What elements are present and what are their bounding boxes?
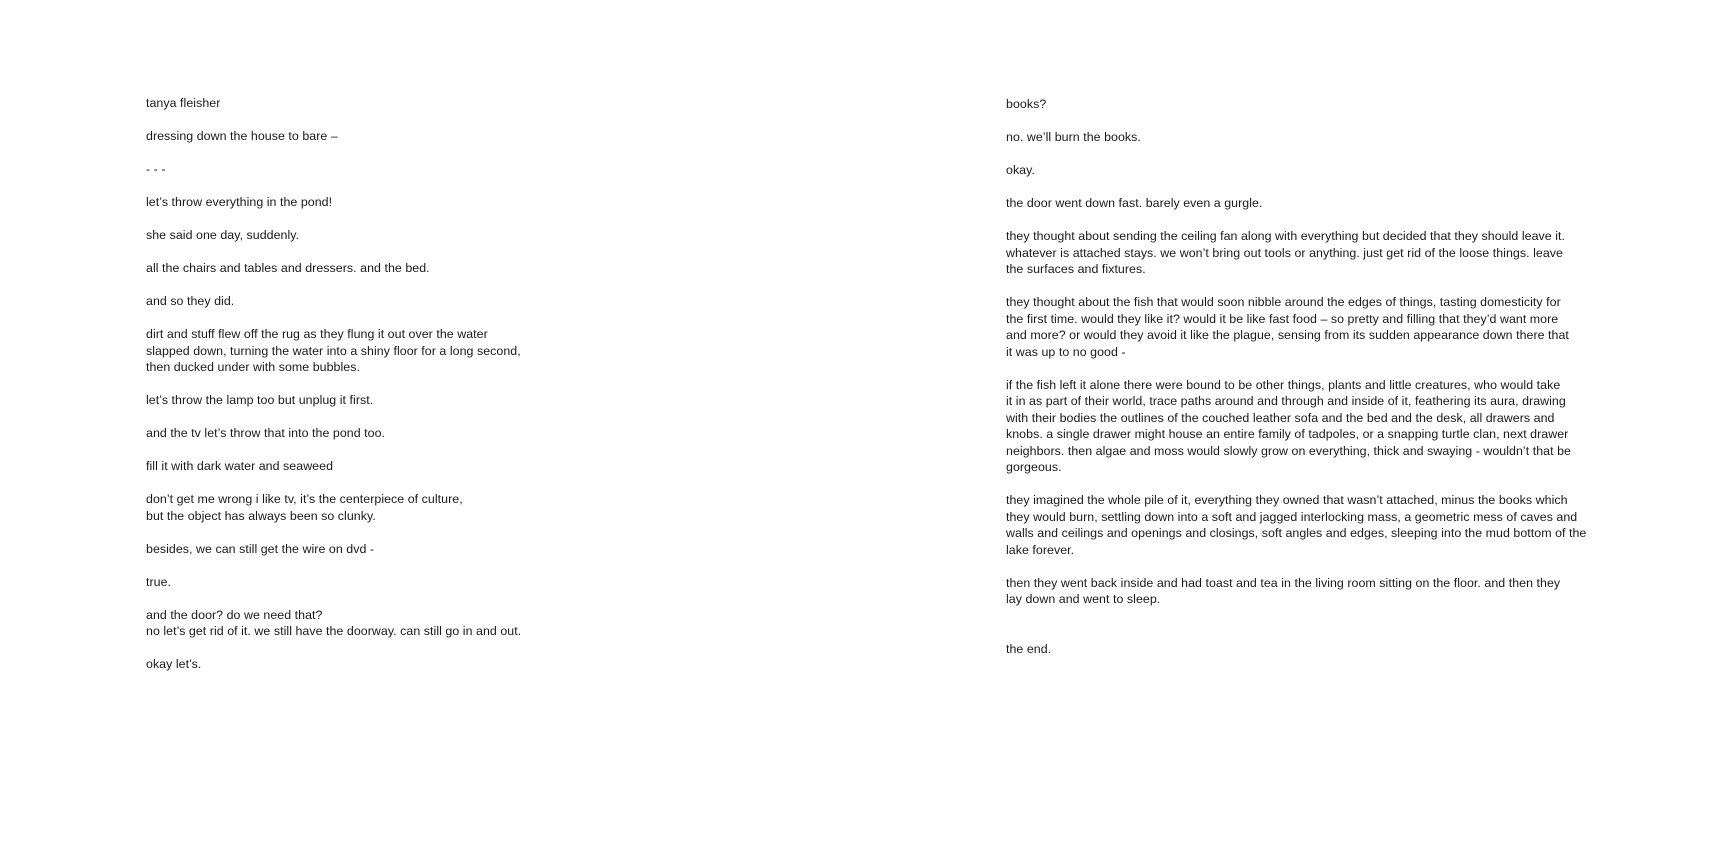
paragraph-line: gorgeous. <box>1006 460 1062 474</box>
right-page <box>857 0 1715 857</box>
left-page <box>0 0 857 857</box>
paragraph <box>1006 294 1586 360</box>
paragraph-line: neighbors. then algae and moss would slowly grow on everything, thick and swaying - wouldn’t that be <box>1006 443 1571 458</box>
paragraph <box>1006 575 1586 608</box>
paragraph-line: dirt and stuff flew off the rug as they flung it out over the water <box>146 327 488 341</box>
paragraph-line: they thought about the fish that would soon nibble around the edges of things, tasting domesticity for <box>1006 295 1561 309</box>
paragraph-line: if the fish left it alone there were bound to be other things, plants and little creatures, who would take <box>1006 377 1561 392</box>
right-text-column <box>1006 96 1586 674</box>
paragraph <box>146 326 546 376</box>
paragraph: and the tv let’s throw that into the pond too. <box>146 426 386 440</box>
paragraph-line: with their bodies the outlines of the couched leather sofa and the bed and the desk, all drawers and <box>1006 410 1555 425</box>
paragraph-line: whatever is attached stays. we won’t bring out tools or anything. just get rid of the loose things. leave <box>1006 245 1563 260</box>
left-text-column <box>146 95 546 689</box>
paragraph: okay. <box>1006 163 1035 177</box>
paragraph: besides, we can still get the wire on dvd - <box>146 541 375 556</box>
paragraph: the door went down fast. barely even a gurgle. <box>1006 196 1263 210</box>
paragraph-line: then ducked under with some bubbles. <box>146 360 360 374</box>
paragraph: fill it with dark water and seaweed <box>146 459 334 473</box>
paragraph-line: they imagined the whole pile of it, everything they owned that wasn’t attached, minus the books which <box>1006 493 1568 507</box>
paragraph-line: the first time. would they like it? would it be like fast food – so pretty and filling that they’d want more <box>1006 311 1559 326</box>
section-separator: - - - <box>146 162 166 176</box>
paragraph: okay let’s. <box>146 657 202 671</box>
paragraph-line: but the object has always been so clunky. <box>146 508 376 523</box>
paragraph: she said one day, suddenly. <box>146 228 300 242</box>
paragraph: let’s throw the lamp too but unplug it first. <box>146 393 374 407</box>
paragraph-line: and the door? do we need that? <box>146 607 323 622</box>
paragraph-line: walls and ceilings and openings and closings, soft angles and edges, sleeping into the mud bottom of the <box>1006 526 1587 540</box>
paragraph: let’s throw everything in the pond! <box>146 195 333 209</box>
paragraph <box>146 607 546 640</box>
paragraph: and so they did. <box>146 294 235 308</box>
paragraph-line: don’t get me wrong i like tv, it’s the centerpiece of culture, <box>146 492 463 506</box>
paragraph: all the chairs and tables and dressers. and the bed. <box>146 261 430 275</box>
blank-space <box>1006 624 1586 641</box>
paragraph <box>146 491 546 524</box>
paragraph-line: no let’s get rid of it. we still have the doorway. can still go in and out. <box>146 624 522 638</box>
paragraph-line: slapped down, turning the water into a shiny floor for a long second, <box>146 343 521 358</box>
paragraph-line: and more? or would they avoid it like the plague, sensing from its sudden appearance down there that <box>1006 328 1569 342</box>
paragraph <box>1006 492 1586 558</box>
paragraph: books? <box>1006 97 1047 111</box>
story-title: dressing down the house to bare – <box>146 129 338 143</box>
paragraph-line: it in as part of their world, trace paths around and through and inside of it, feathering its aura, drawing <box>1006 394 1566 408</box>
paragraph-line: they would burn, settling down into a soft and jagged interlocking mass, a geometric mess of caves and <box>1006 509 1578 524</box>
paragraph-line: the surfaces and fixtures. <box>1006 262 1146 276</box>
paragraph: no. we’ll burn the books. <box>1006 130 1141 144</box>
paragraph <box>1006 228 1586 278</box>
paragraph-line: they thought about sending the ceiling fan along with everything but decided that they should leave it. <box>1006 229 1565 243</box>
paragraph-line: lake forever. <box>1006 542 1075 557</box>
paragraph-line: it was up to no good - <box>1006 344 1126 359</box>
paragraph-line: lay down and went to sleep. <box>1006 592 1161 606</box>
paragraph-line: then they went back inside and had toast and tea in the living room sitting on the floor. and then they <box>1006 575 1561 590</box>
paragraph-line: knobs. a single drawer might house an entire family of tadpoles, or a snapping turtle clan, next drawer <box>1006 427 1569 441</box>
paragraph <box>1006 377 1586 476</box>
paragraph: true. <box>146 574 172 589</box>
author-name: tanya fleisher <box>146 96 221 110</box>
story-ending: the end. <box>1006 641 1052 656</box>
